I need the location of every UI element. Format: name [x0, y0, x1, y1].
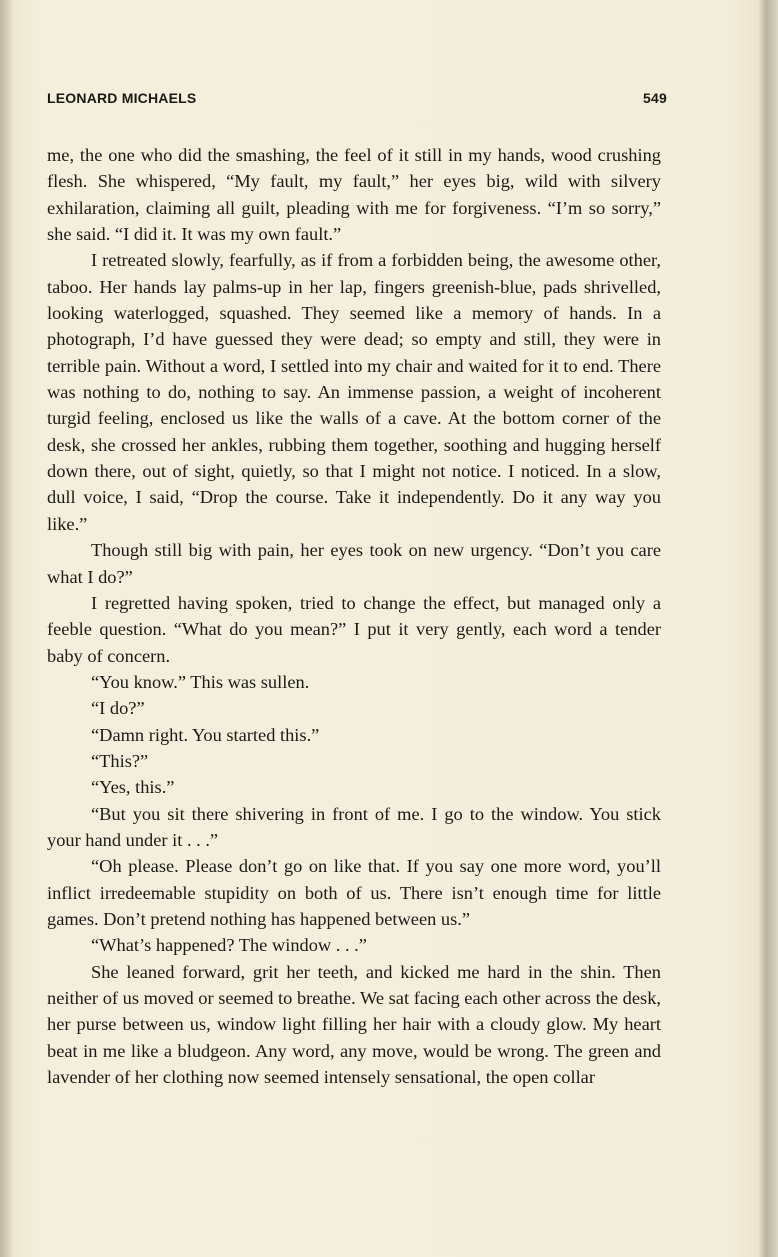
page-number: 549 [643, 90, 667, 106]
paragraph: “What’s happened? The window . . .” [91, 935, 367, 956]
running-head: LEONARD MICHAELS [47, 90, 197, 106]
paragraph: “Damn right. You started this.” [91, 724, 320, 745]
paragraph: Though still big with pain, her eyes took on new urgency. “Don’t you care what I do?” [47, 540, 661, 587]
paragraph: I regretted having spoken, tried to change the effect, but managed only a feeble question. “What do you mean?” I put it very gently, each word a tender baby of concern. [47, 592, 661, 666]
paragraph: “But you sit there shivering in front of me. I go to the window. You stick your hand under it . . .” [47, 803, 661, 850]
paragraph: me, the one who did the smashing, the feel of it still in my hands, wood crushing flesh. She whispered, “My fault, my fault,” her eyes big, wild with silvery exhilaration, claiming all guilt, pleading with me for forgiveness. “I’m so sorry,” she said. “I did it. It was my own fault.” [47, 145, 661, 245]
paragraph: “Oh please. Please don’t go on like that. If you say one more word, you’ll inflict irredeemable stupidity on both of us. There isn’t enough time for little games. Don’t pretend nothing has happened between us.” [47, 856, 661, 929]
body-text [47, 142, 661, 1090]
paragraph: I retreated slowly, fearfully, as if from a forbidden being, the awesome other, taboo. Her hands lay palms-up in her lap, fingers greenish-blue, pads shrivelled, looking waterlogged, squashed. They seemed like a memory of hands. In a photograph, I’d have guessed they were dead; so empty and still, they were in terrible pain. Without a word, I settled into my chair and waited for it to end. There was nothing to do, nothing to say. An immense passion, a weight of incoherent turgid feeling, enclosed us like the walls of a cave. At the bottom corner of the desk, she crossed her ankles, rubbing them together, soothing and hugging herself down there, out of sight, quietly, so that I might not notice. I noticed. In a slow, dull voice, I said, “Drop the course. Take it independently. Do it any way you like.” [47, 250, 661, 534]
paragraph: “Yes, this.” [91, 777, 175, 798]
paragraph: She leaned forward, grit her teeth, and kicked me hard in the shin. Then neither of us moved or seemed to breathe. We sat facing each other across the desk, her purse between us, window light filling her hair with a cloudy glow. My heart beat in me like a bludgeon. Any word, any move, would be wrong. The green and lavender of her clothing now seemed intensely sensational, the open collar [47, 961, 661, 1088]
page-header [47, 90, 667, 112]
paragraph: “This?” [91, 750, 149, 771]
paragraph: “You know.” This was sullen. [91, 671, 310, 692]
paragraph: “I do?” [91, 698, 145, 719]
gutter-shadow [0, 0, 14, 1257]
